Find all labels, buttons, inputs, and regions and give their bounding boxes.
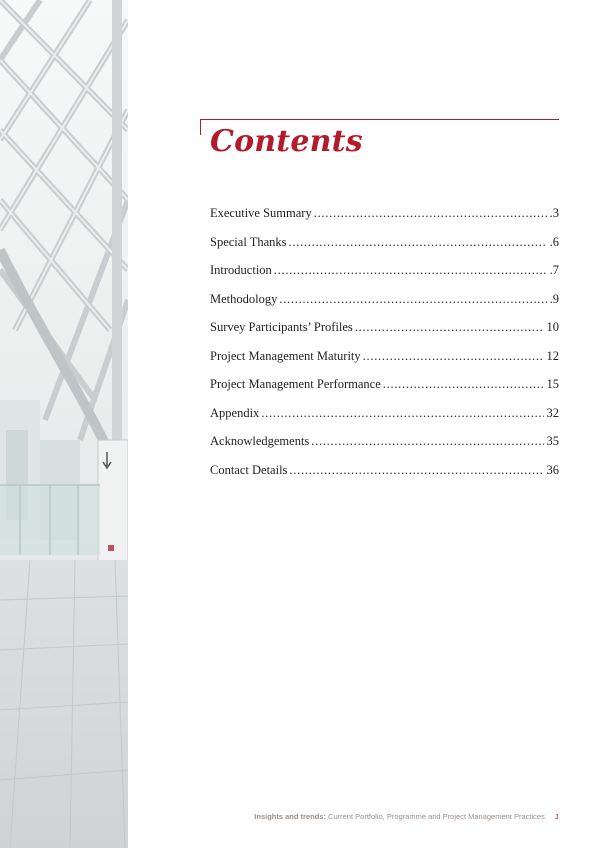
- toc-dot-leader: [314, 206, 547, 221]
- toc-entry-appendix[interactable]: [210, 406, 559, 435]
- toc-dot-leader: [289, 463, 543, 478]
- toc-entry-label: Methodology: [210, 291, 278, 306]
- toc-entry-project-management-maturity[interactable]: [210, 349, 559, 378]
- toc-dot-leader: [363, 349, 544, 364]
- toc-entry-introduction[interactable]: [210, 263, 559, 292]
- glass-canopy-image: [0, 0, 128, 848]
- toc-entry-project-management-performance[interactable]: [210, 377, 559, 406]
- toc-entry-executive-summary[interactable]: [210, 206, 559, 235]
- page-title: Contents: [210, 124, 363, 159]
- toc-entry-page: 10: [546, 320, 559, 334]
- toc-entry-label: Survey Participants’ Profiles: [210, 320, 353, 334]
- toc-entry-survey-participants-profiles[interactable]: [210, 320, 559, 349]
- toc-dot-leader: [279, 292, 546, 307]
- page-footer: [254, 812, 559, 821]
- toc-entry-label: Executive Summary: [210, 206, 312, 220]
- toc-entry-label: Acknowledgements: [210, 434, 310, 448]
- toc-dot-leader: [355, 320, 544, 335]
- toc-entry-page: 32: [546, 405, 559, 420]
- footer-page-number: 1: [554, 812, 559, 821]
- architecture-photo: [0, 0, 128, 848]
- toc-entry-label: Introduction: [210, 263, 272, 277]
- toc-entry-contact-details[interactable]: [210, 463, 559, 492]
- toc-dot-leader: [274, 263, 547, 278]
- heading-rule: [200, 119, 559, 120]
- toc-entry-methodology[interactable]: [210, 292, 559, 321]
- footer-report-label: Insights and trends:: [254, 812, 326, 821]
- toc-entry-page: .6: [549, 234, 559, 249]
- toc-entry-page: .9: [549, 291, 559, 306]
- table-of-contents: [210, 206, 559, 491]
- toc-entry-page: .3: [549, 206, 559, 220]
- toc-dot-leader: [311, 434, 543, 449]
- heading-rule-tick: [200, 119, 201, 135]
- toc-entry-label: Special Thanks: [210, 234, 287, 249]
- toc-entry-page: 35: [546, 434, 559, 448]
- toc-entry-page: .7: [549, 263, 559, 277]
- toc-entry-label: Contact Details: [210, 462, 288, 477]
- toc-entry-label: Project Management Maturity: [210, 348, 361, 363]
- toc-entry-acknowledgements[interactable]: [210, 434, 559, 463]
- toc-entry-page: 12: [546, 348, 559, 363]
- toc-dot-leader: [383, 377, 544, 392]
- footer-report-title: Current Portfolio, Programme and Project Management Practices: [325, 812, 545, 821]
- toc-dot-leader: [261, 406, 543, 421]
- toc-dot-leader: [289, 235, 547, 250]
- toc-entry-special-thanks[interactable]: [210, 235, 559, 264]
- toc-entry-label: Appendix: [210, 405, 260, 420]
- toc-entry-page: 15: [546, 377, 559, 391]
- toc-entry-page: 36: [546, 462, 559, 477]
- toc-entry-label: Project Management Performance: [210, 377, 381, 391]
